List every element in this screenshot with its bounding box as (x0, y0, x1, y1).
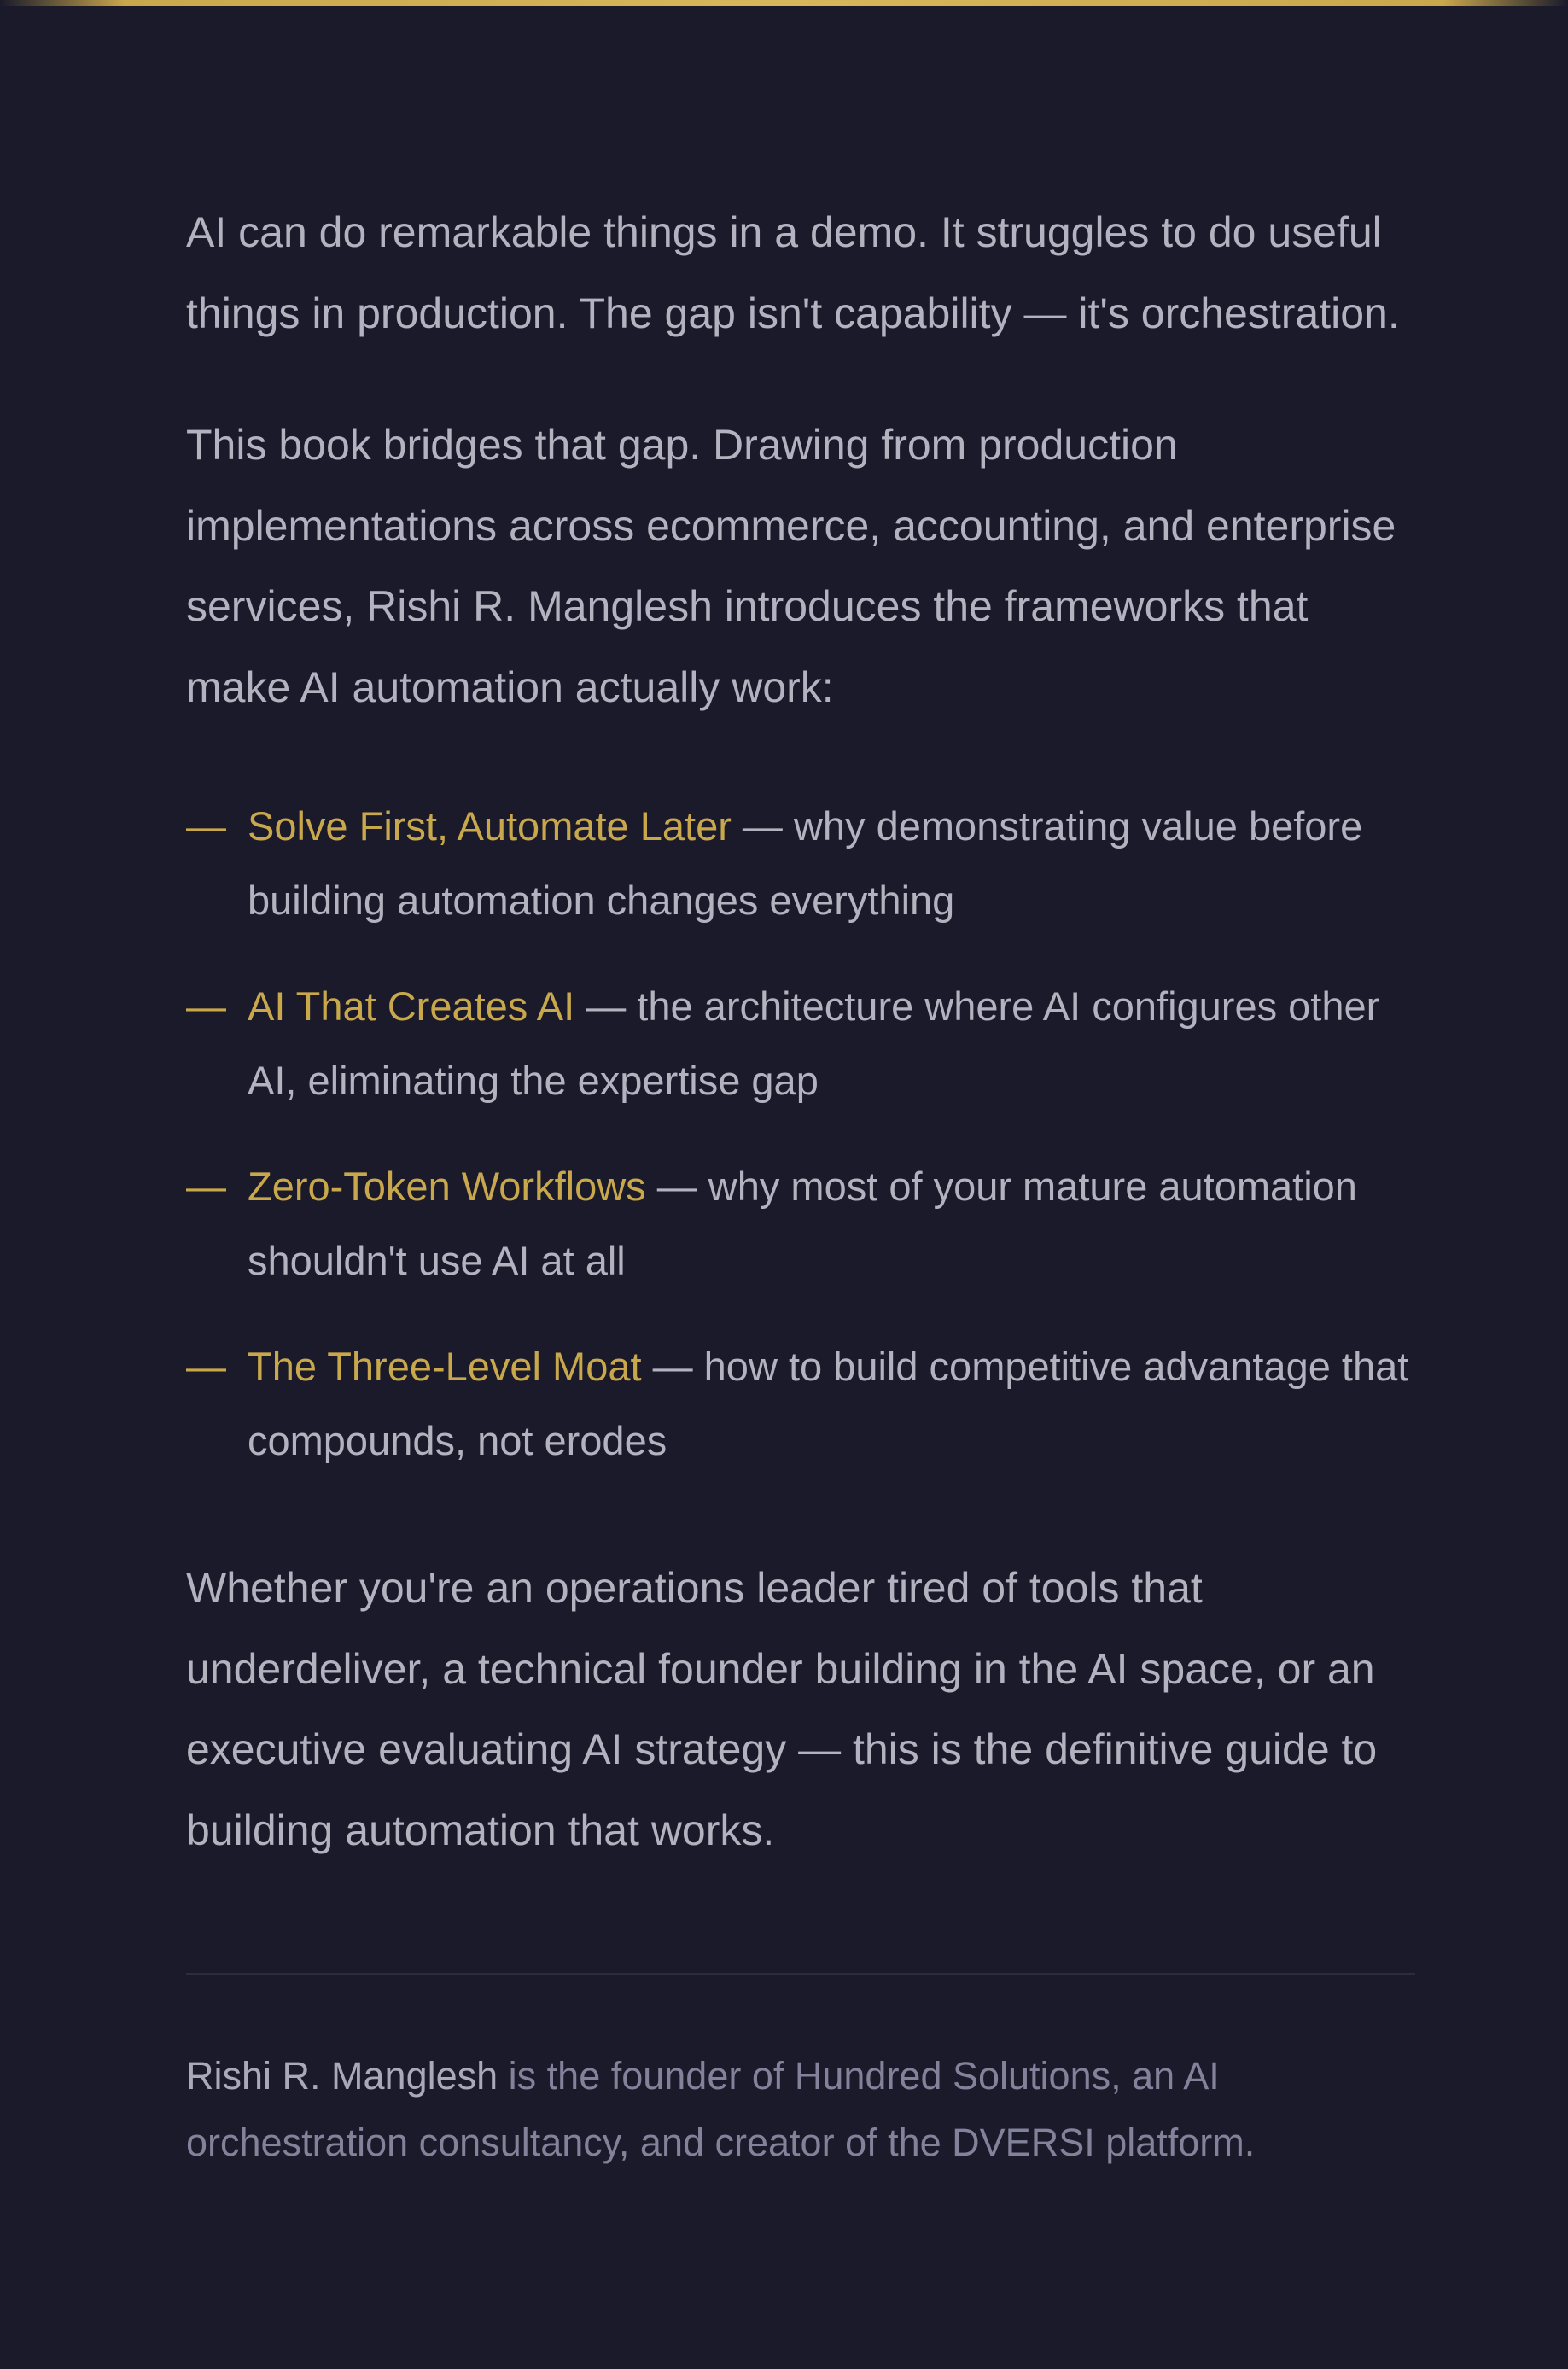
framework-description: — why demonstrating value before building automation changes everything (248, 803, 1363, 923)
framework-item-three-level-moat (186, 1329, 1415, 1478)
framework-item-zero-token (186, 1149, 1415, 1298)
framework-item-ai-creates-ai (186, 969, 1415, 1117)
top-accent-bar (0, 0, 1568, 6)
framework-list (186, 789, 1415, 1478)
bullet-dash: — (186, 983, 226, 1029)
framework-name: AI That Creates AI (248, 983, 575, 1029)
intro-paragraph-1: AI can do remarkable things in a demo. It struggles to do useful things in production. The gap isn't capability — it's orchestration. (186, 208, 1400, 337)
framework-name: Solve First, Automate Later (248, 803, 732, 849)
author-name: Rishi R. Manglesh (186, 2054, 498, 2098)
intro-paragraph-2: This book bridges that gap. Drawing from production implementations across ecommerce, accounting, and enterprise services, Rishi R. Manglesh introduces the frameworks that make AI automation actually work: (186, 421, 1396, 711)
framework-name: The Three-Level Moat (248, 1344, 642, 1389)
framework-description: — how to build competitive advantage that compounds, not erodes (248, 1344, 1409, 1463)
bullet-dash: — (186, 803, 226, 849)
author-bio-text: is the founder of Hundred Solutions, an AI orchestration consultancy, and creator of the DVERSI platform. (186, 2054, 1256, 2164)
framework-item-solve-first (186, 789, 1415, 937)
closing-paragraph: Whether you're an operations leader tired of tools that underdeliver, a technical founder building in the AI space, or an executive evaluating AI strategy — this is the definitive guide to building automation that works. (186, 1564, 1378, 1854)
section-divider (186, 1973, 1415, 1975)
framework-description: — why most of your mature automation shouldn't use AI at all (248, 1164, 1357, 1283)
bullet-dash: — (186, 1344, 226, 1389)
bullet-dash: — (186, 1164, 226, 1209)
framework-name: Zero-Token Workflows (248, 1164, 646, 1209)
framework-description: — the architecture where AI configures other AI, eliminating the expertise gap (248, 983, 1380, 1103)
book-description (186, 192, 1415, 2176)
author-bio (186, 2043, 1415, 2176)
